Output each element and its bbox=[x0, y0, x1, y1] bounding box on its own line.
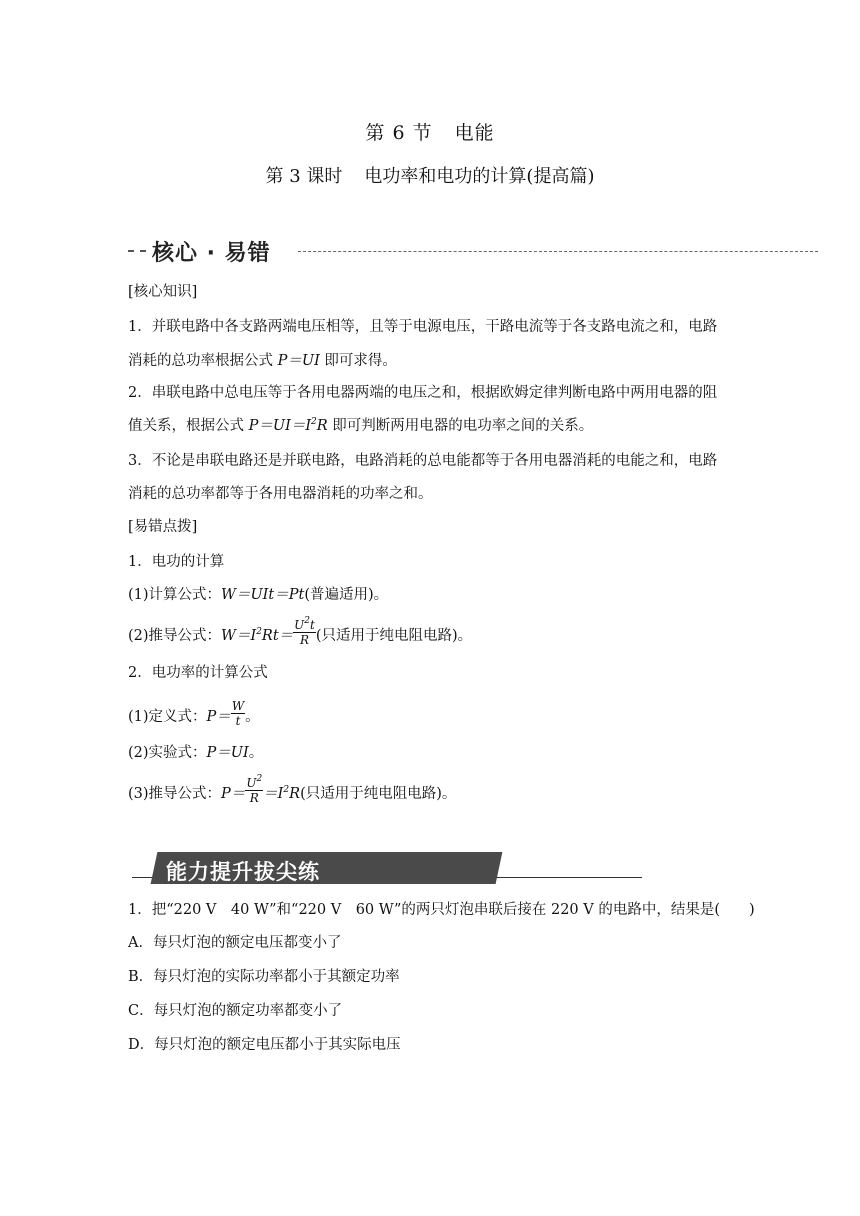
question1-option-b: B．每只灯泡的实际功率都小于其额定功率 bbox=[128, 969, 400, 985]
core-item3-line1: 3．不论是串联电路还是并联电路，电路消耗的总电能都等于各用电器消耗的电能之和，电路 bbox=[128, 453, 718, 469]
section-topic: 电能 bbox=[454, 122, 495, 144]
section-title bbox=[0, 118, 860, 145]
lesson-number: 第 3 课时 bbox=[265, 166, 343, 187]
practice-banner bbox=[132, 852, 642, 888]
formula-p-ui-i2r: $P=UI=I^2R$ bbox=[248, 417, 328, 434]
core-banner bbox=[128, 236, 698, 266]
core-item2-line1: 2．串联电路中总电压等于各用电器两端的电压之和，根据欧姆定律判断电路中两用电器的阻 bbox=[128, 385, 718, 401]
question1-option-d: D．每只灯泡的额定电压都小于其实际电压 bbox=[128, 1037, 401, 1053]
fraction-w-over-t: $\frac{W}{t}$ bbox=[231, 699, 245, 728]
work-derived-formula: (2)推导公式：$W=I^2Rt=$ $\frac{U^2t}{R}$ (只适用于纯电阻电路)。 bbox=[128, 616, 473, 647]
core-item1-line2: 消耗的总功率根据公式 P＝UI 即可求得。 bbox=[128, 353, 397, 369]
formula-p-ui: P＝UI bbox=[277, 353, 320, 369]
error-points-heading: [易错点拨] bbox=[128, 519, 198, 535]
power-definition-formula: (1)定义式：P＝ $\frac{W}{t}$ 。 bbox=[128, 699, 260, 728]
question1-option-a: A．每只灯泡的额定电压都变小了 bbox=[128, 935, 342, 951]
question1-stem: 1．把“220 V 40 W”和“220 V 60 W”的两只灯泡串联后接在 220 V 的电路中，结果是( ) bbox=[128, 902, 755, 918]
section-number: 第 6 节 bbox=[365, 122, 433, 144]
work-calc-title: 1．电功的计算 bbox=[128, 554, 225, 570]
practice-banner-label: 能力提升拔尖练 bbox=[166, 860, 320, 884]
core-banner-label: 核心 · 易错 bbox=[152, 241, 271, 266]
fraction-u2-over-r: $\frac{U^2}{R}$ bbox=[246, 774, 263, 805]
banner-dash-left bbox=[128, 250, 146, 252]
core-item1-line1: 1．并联电路中各支路两端电压相等，且等于电源电压，干路电流等于各支路电流之和，电路 bbox=[128, 319, 718, 335]
lesson-title bbox=[0, 162, 860, 188]
power-derived-formula: (3)推导公式：P＝ $\frac{U^2}{R}$ $=I^2R$(只适用于纯电阻电路)。 bbox=[128, 774, 457, 805]
work-calc-formula: (1)计算公式：W＝UIt＝Pt(普遍适用)。 bbox=[128, 587, 389, 603]
power-experimental-formula: (2)实验式：P＝UI。 bbox=[128, 745, 264, 761]
core-item3-line2: 消耗的总功率都等于各用电器消耗的功率之和。 bbox=[128, 486, 433, 502]
fraction-u2t-over-r: $\frac{U^2t}{R}$ bbox=[294, 616, 315, 647]
banner-dash-right bbox=[298, 251, 818, 252]
power-calc-title: 2．电功率的计算公式 bbox=[128, 665, 268, 681]
core-item2-line2: 值关系，根据公式 $P=UI=I^2R$ 即可判断两用电器的电功率之间的关系。 bbox=[128, 417, 594, 434]
lesson-subtitle: 电功率和电功的计算(提高篇) bbox=[364, 166, 595, 187]
core-knowledge-heading: [核心知识] bbox=[128, 284, 198, 300]
question1-option-c: C．每只灯泡的额定功率都变小了 bbox=[128, 1003, 343, 1019]
